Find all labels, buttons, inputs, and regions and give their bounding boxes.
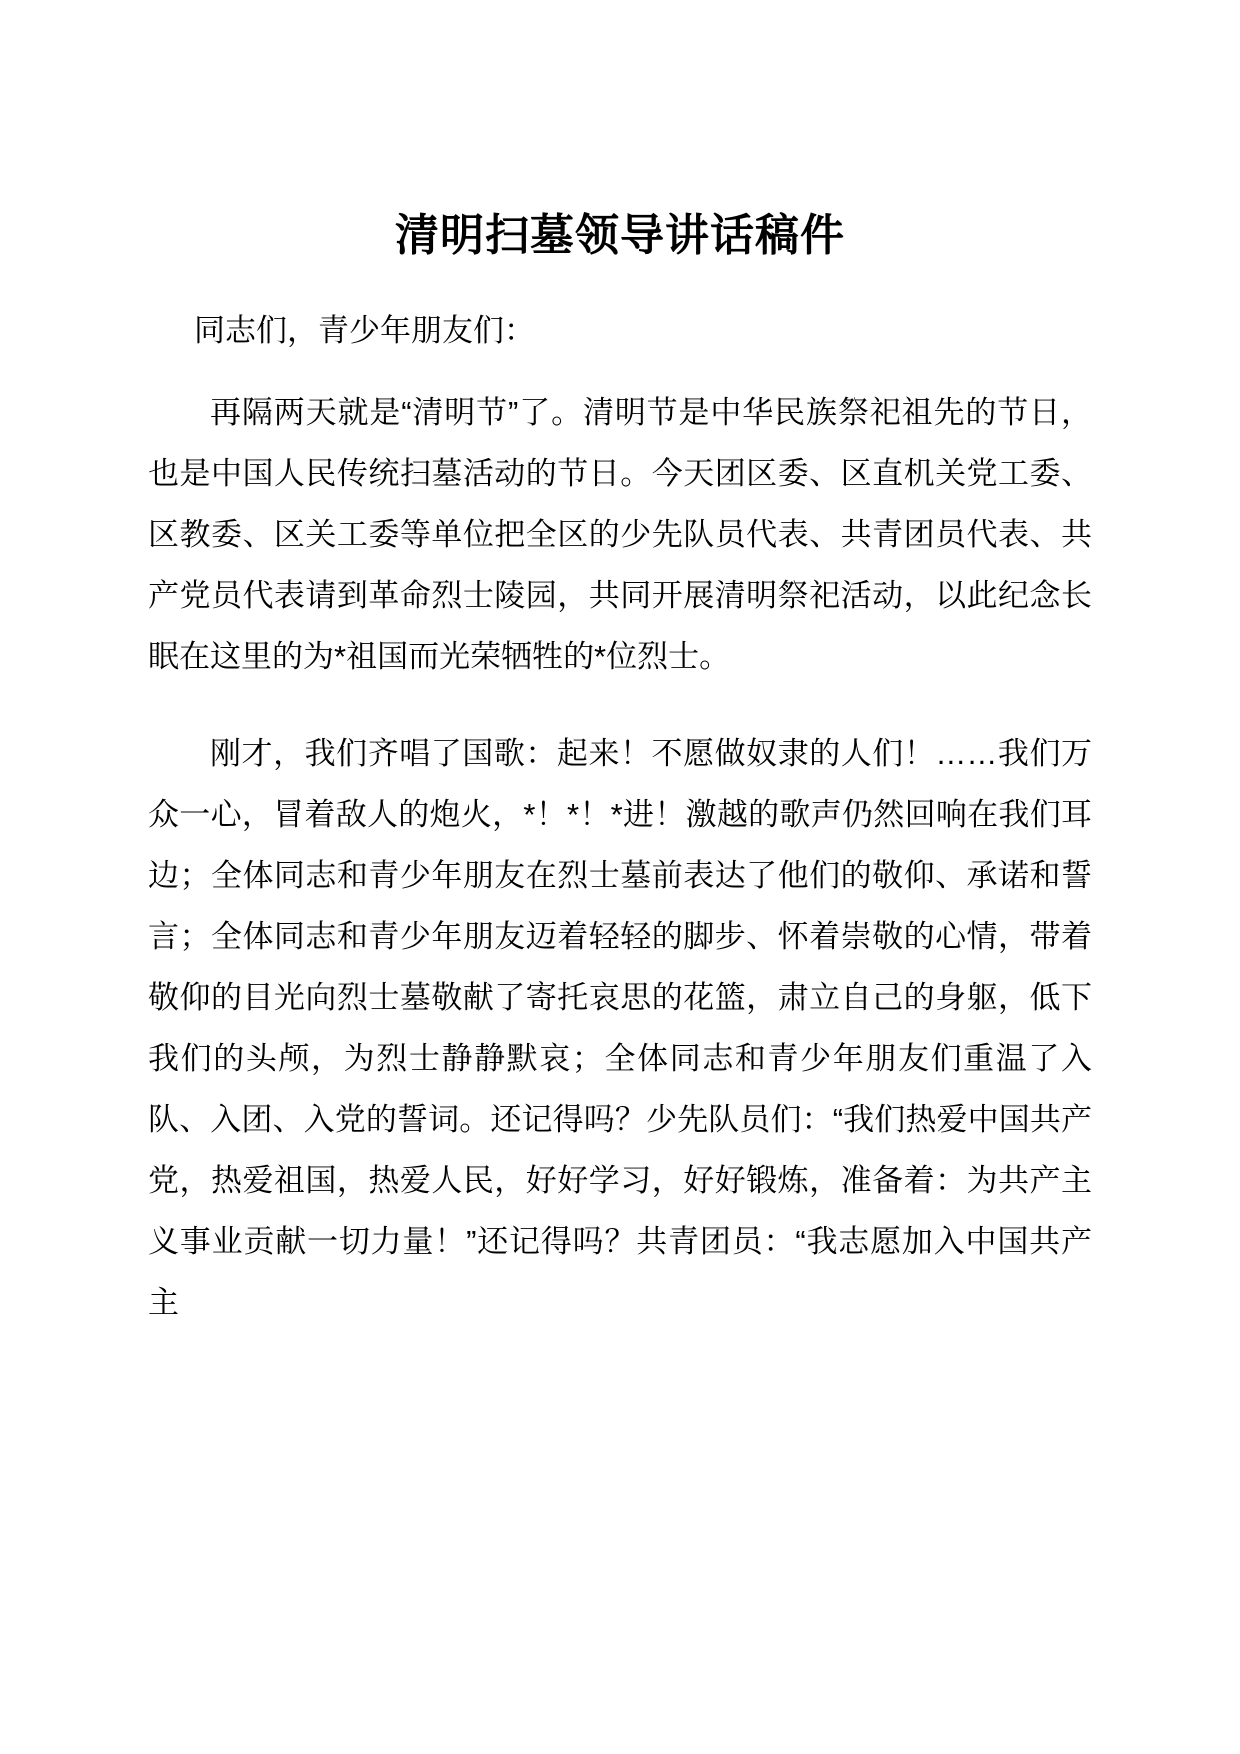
paragraph-1: 再隔两天就是“清明节”了。清明节是中华民族祭祀祖先的节日，也是中国人民传统扫墓活动的节日。今天团区委、区直机关党工委、区教委、区关工委等单位把全区的少先队员代表、共青团员代表、共产党员代表请到革命烈士陵园，共同开展清明祭祀活动，以此纪念长眠在这里的为*祖国而光荣牺牲的*位烈士。 bbox=[148, 394, 1092, 674]
document-body bbox=[148, 0, 1092, 1333]
paragraph-2: 刚才，我们齐唱了国歌：起来！不愿做奴隶的人们！……我们万众一心，冒着敌人的炮火，*！*！*进！激越的歌声仍然回响在我们耳边；全体同志和青少年朋友在烈士墓前表达了他们的敬仰、承诺和誓言；全体同志和青少年朋友迈着轻轻的脚步、怀着崇敬的心情，带着敬仰的目光向烈士墓敬献了寄托哀思的花篮，肃立自己的身躯，低下我们的头颅，为烈士静静默哀；全体同志和青少年朋友们重温了入队、入团、入党的誓词。还记得吗？少先队员们：“我们热爱中国共产党，热爱祖国，热爱人民，好好学习，好好锻炼，准备着：为共产主义事业贡献一切力量！”还记得吗？共青团员：“我志愿加入中国共产主 bbox=[148, 735, 1092, 1320]
page-title: 清明扫墓领导讲话稿件 bbox=[395, 211, 845, 260]
salutation-line: 同志们，青少年朋友们： bbox=[194, 312, 535, 348]
